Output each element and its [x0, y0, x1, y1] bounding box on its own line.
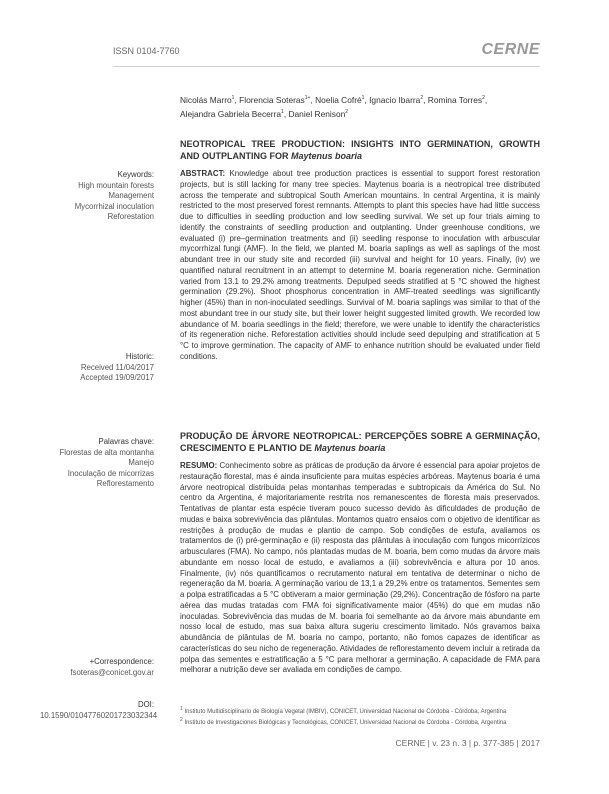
- author-name: Ignacio Ibarra: [369, 94, 421, 105]
- abstract-label: ABSTRACT:: [180, 169, 226, 178]
- affiliation-footnotes: [180, 705, 550, 727]
- keywords-heading: Keywords:: [117, 170, 154, 179]
- doi-block: [40, 700, 158, 721]
- doi-heading: DOI:: [137, 700, 154, 709]
- keyword: High mountain forests: [78, 180, 154, 190]
- english-section: [180, 138, 540, 363]
- accepted-date: Accepted 19/09/2017: [80, 373, 154, 383]
- keywords-block: [40, 170, 154, 223]
- palavra-chave: Inoculação de micorrizas: [67, 468, 154, 478]
- correspondence-email[interactable]: fsoteras@conicet.gov.ar: [70, 667, 154, 677]
- palavra-chave: Reflorestamento: [96, 479, 154, 489]
- correspondence-heading: +Correspondence:: [89, 657, 154, 666]
- english-abstract: [180, 169, 540, 363]
- author-line-2: Alejandra Gabriela Becerra$^1$, Daniel Renison$^2$: [180, 108, 349, 119]
- palavras-heading: Palavras chave:: [98, 437, 154, 446]
- received-date: Received 11/04/2017: [80, 362, 154, 372]
- palavras-chave-block: [40, 437, 154, 490]
- footnote: $^2$ Instituto de Investigaciones Biológicas y Tecnológicas, CONICET, Universidad Nacional de Córdoba - Córdoba, Argentina: [180, 717, 507, 726]
- english-title: NEOTROPICAL TREE PRODUCTION: INSIGHTS INTO GERMINATION, GROWTH AND OUTPLANTING FOR Maytenus boaria: [180, 139, 540, 161]
- journal-logo: CERNE: [481, 41, 540, 58]
- resumo-text: Conhecimento sobre as práticas de produção da árvore é essencial para apoiar projetos de restauração florestal, mas é ainda insuficiente para muitas espécies arbóreas. Maytenus boaria é uma árvore neotropical distribuída pelas montanhas temperadas e subtropicais da América do Sul. No centro da Argentina, é majoritariamente restrita nos remanescentes de floresta mais preservados. Tentativas de plantar esta espécie tiveram pouco sucesso devido às dificuldades de produção de mudas e baixa sobrevivência das plântulas. Montamos quatro ensaios com o objetivo de identificar as restrições à produção de mudas e plantio de campo. Sob condições de estufa, avaliamos os tratamentos de (i) pré-germinação e (ii) resposta das plântulas à inoculação com fungos micorrízicos arbusculares (FMA). No campo, nós plantadas mudas de M. boaria, bem como mudas da árvore mais abundante em nosso local de estudo, e avaliamos a (iii) sobrevivência e altura por 10 anos. Finalmente, (iv) nós quantificamos o recrutamento natural em tentativa de determinar o nicho de regeneração da M. boaria. A germinação variou de 13,1 a 29,2% entre os tratamentos. Sementes sem a polpa estratificadas a 5 °C obtiveram a maior germinação (29,2%). Concentração de fósforo na parte aérea das mudas tratadas com FMA foi significativamente maior (45%) do que em mudas não inoculadas. Sobrevivência das mudas de M. boaria foi semelhante ao da árvore mais abundante em nosso local de estudo, mas sua baixa altura sugeriu crescimento limitado. Nós gravamos baixa abundância de plântulas de M. boaria no campo, portanto, não fomos capazes de identificar as características do seu nicho de regeneração. Atividades de reflorestamento devem incluir a retirada da polpa das sementes e estratificação a 5 °C para melhorar a germinação. A capacidade de FMA para melhorar a nutrição deve ser avaliada em condições de campo.: [180, 461, 540, 675]
- species-name: Maytenus boaria: [291, 151, 363, 161]
- author-name: Romina Torres: [427, 94, 483, 105]
- author-line-1: Nicolás Marro$^1$, Florencia Soteras$^{1+}$, Noelia Cofré$^1$, Ignacio Ibarra$^2$, Romina Torres$^2$,: [180, 94, 488, 105]
- author-name: Alejandra Gabriela Becerra: [180, 108, 282, 119]
- doi-value[interactable]: 10.1590/01047760201723032344: [40, 710, 158, 720]
- historic-block: [40, 352, 154, 384]
- author-name: Nicolás Marro: [180, 94, 232, 105]
- keyword: Management: [108, 191, 154, 201]
- page-footer-citation: CERNE | v. 23 n. 3 | p. 377-385 | 2017: [395, 738, 540, 748]
- resumo-label: RESUMO:: [180, 461, 218, 470]
- portuguese-section: [180, 430, 540, 676]
- historic-heading: Historic:: [125, 352, 154, 361]
- author-name: Daniel Renison: [288, 108, 346, 119]
- abstract-text: Knowledge about tree production practices is essential to support forest restoration projects, but is still lacking for many tree species. Maytenus boaria is a neotropical tree distributed across the temperate and subtropical South American mountains. In central Argentina, it is mainly restricted to the most preserved forest remnants. Attempts to plant this species have had little success due to difficulties in seedling production and low seedling survival. We set up four trials aiming to identify the constraints of seedling production and outplanting. Under greenhouse conditions, we evaluated (i) pre–germination treatments and (ii) seedling response to inoculation with arbuscular mycorrhizal fungi (AMF). In the field, we planted M. boaria saplings as well as saplings of the most abundant tree in our study site and recorded (iii) survival and height for 10 years. Finally, (iv) we quantified natural recruitment in an attempt to determine M. boaria regeneration niche. Germination varied from 13.1 to 29.2% among treatments. Depulped seeds stratified at 5 °C showed the highest germination (29.2%). Shoot phosphorus concentration in AMF-treated seedlings was significantly higher (45%) than in non-inoculated seedlings. Survival of M. boaria saplings was similar to that of the most abundant tree in our study site, but their lower height suggested limited growth. We recorded low abundance of M. boaria seedlings in the field; therefore, we were unable to identify the characteristics of its regeneration niche. Reforestation activities should include seed depulping and stratification at 5 °C to improve germination. The capacity of AMF to enhance nutrition should be evaluated under field conditions.: [180, 169, 540, 361]
- keyword: Reforestation: [107, 212, 154, 222]
- issn: ISSN 0104-7760: [113, 46, 180, 56]
- header-divider: [113, 66, 540, 67]
- author-name: Noelia Cofré: [315, 94, 362, 105]
- species-name: Maytenus boaria: [314, 443, 386, 453]
- palavra-chave: Florestas de alta montanha: [59, 447, 154, 457]
- portuguese-title: PRODUÇÃO DE ÁRVORE NEOTROPICAL: PERCEPÇÕES SOBRE A GERMINAÇÃO, CRESCIMENTO E PLANTIO DE Maytenus boaria: [180, 431, 540, 453]
- keyword: Mycorrhizal inoculation: [74, 201, 154, 211]
- footnote: $^1$ Instituto Multidisciplinario de Biología Vegetal (IMBIV), CONICET, Universidad Nacional de Córdoba - Córdoba, Argentina: [180, 706, 507, 715]
- author-name: Florencia Soteras: [239, 94, 305, 105]
- correspondence-block: [40, 657, 154, 678]
- author-list: [180, 92, 540, 120]
- portuguese-abstract: [180, 461, 540, 676]
- palavra-chave: Manejo: [128, 458, 154, 468]
